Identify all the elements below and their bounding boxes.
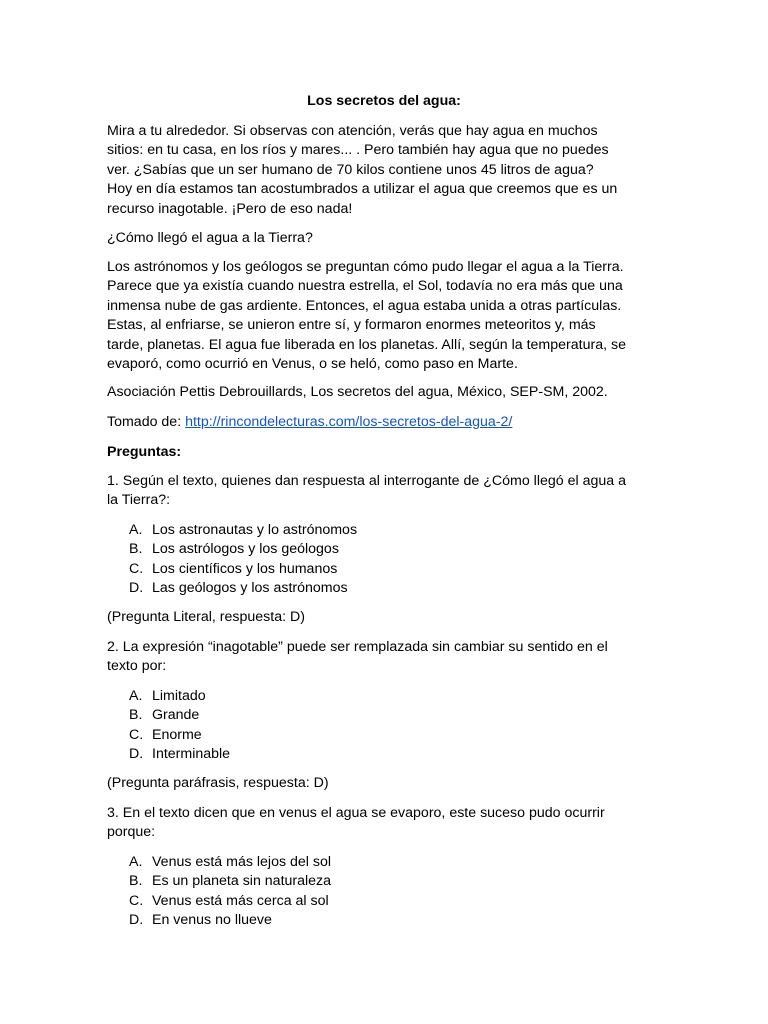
source-citation: Asociación Pettis Debrouillards, Los secretos del agua, México, SEP-SM, 2002. — [107, 384, 608, 400]
option-letter: D. — [129, 580, 144, 597]
text-line: Mira a tu alrededor. Si observas con atención, verás que hay agua en muchos — [107, 123, 598, 139]
origin-question: ¿Cómo llegó el agua a la Tierra? — [107, 230, 313, 246]
option-c — [107, 560, 667, 579]
option-letter: C. — [129, 560, 144, 577]
text-line: sitios: en tu casa, en los ríos y mares... . Pero también hay agua que no puedes — [107, 142, 609, 159]
option-text: Los astronautas y lo astrónomos — [152, 522, 358, 538]
taken-from-label: Tomado de: — [107, 414, 186, 430]
option-letter: B. — [129, 707, 143, 724]
text-line: ver. ¿Sabías que un ser humano de 70 kilos contiene unos 45 litros de agua? — [107, 161, 594, 178]
questions-heading: Preguntas: — [107, 444, 182, 460]
taken-from-line — [107, 413, 667, 432]
source-link[interactable]: http://rincondelecturas.com/los-secretos-del-agua-2/ — [185, 414, 513, 430]
option-letter: A. — [129, 854, 143, 870]
option-letter: B. — [129, 873, 143, 890]
text-line: inmensa nube de gas ardiente. Entonces, el agua estaba unida a otras partículas. — [107, 297, 622, 314]
text-line: recurso inagotable. ¡Pero de eso nada! — [107, 200, 353, 217]
option-text: Los astrólogos y los geólogos — [152, 541, 339, 558]
option-c — [107, 726, 667, 745]
question-text-line: porque: — [107, 824, 156, 841]
option-b — [107, 706, 667, 725]
text-line: evaporó, como ocurrió en Venus, o se heló, como paso en Marte. — [107, 356, 518, 373]
question-1 — [107, 472, 667, 511]
option-d — [107, 745, 667, 764]
option-c — [107, 892, 667, 911]
option-text: Limitado — [152, 688, 206, 704]
question-1-answer: (Pregunta Literal, respuesta: D) — [107, 609, 305, 625]
option-text: Grande — [152, 707, 200, 724]
option-text: En venus no llueve — [152, 912, 272, 929]
option-a — [107, 521, 667, 540]
text-line: Estas, al enfriarse, se unieron entre sí, y formaron enormes meteoritos y, más — [107, 317, 596, 334]
explanation-paragraph — [107, 258, 667, 374]
question-2 — [107, 638, 667, 677]
option-letter: C. — [129, 892, 144, 909]
text-line: Los astrónomos y los geólogos se preguntan cómo pudo llegar el agua a la Tierra. — [107, 259, 624, 275]
text-line: Parece que ya existía cuando nuestra estrella, el Sol, todavía no era más que una — [107, 278, 623, 295]
question-3 — [107, 804, 667, 843]
option-letter: B. — [129, 541, 143, 558]
option-letter: D. — [129, 746, 144, 763]
option-text: Es un planeta sin naturaleza — [152, 873, 332, 890]
option-letter: A. — [129, 522, 143, 538]
option-b — [107, 540, 667, 559]
option-text: Enorme — [152, 726, 202, 743]
document-title: Los secretos del agua: — [307, 93, 461, 109]
question-text-line: la Tierra?: — [107, 492, 171, 509]
question-3-options — [107, 853, 667, 931]
question-text-line: 1. Según el texto, quienes dan respuesta al interrogante de ¿Cómo llegó el agua a — [107, 473, 626, 489]
question-text-line: 2. La expresión “inagotable” puede ser remplazada sin cambiar su sentido en el — [107, 639, 608, 655]
option-a — [107, 687, 667, 706]
option-text: Las geólogos y los astrónomos — [152, 580, 348, 597]
question-2-answer: (Pregunta paráfrasis, respuesta: D) — [107, 775, 329, 791]
option-text: Los científicos y los humanos — [152, 560, 338, 577]
option-text: Venus está más cerca al sol — [152, 892, 329, 909]
option-letter: A. — [129, 688, 143, 704]
option-a — [107, 853, 667, 872]
option-d — [107, 911, 667, 930]
option-letter: D. — [129, 912, 144, 929]
option-b — [107, 872, 667, 891]
intro-paragraph — [107, 122, 667, 219]
question-1-options — [107, 521, 667, 599]
option-letter: C. — [129, 726, 144, 743]
text-line: Hoy en día estamos tan acostumbrados a utilizar el agua que creemos que es un — [107, 181, 618, 198]
question-text-line: 3. En el texto dicen que en venus el agua se evaporo, este suceso pudo ocurrir — [107, 805, 605, 821]
question-text-line: texto por: — [107, 658, 167, 675]
option-text: Interminable — [152, 746, 231, 763]
question-2-options — [107, 687, 667, 765]
text-line: tarde, planetas. El agua fue liberada en los planetas. Allí, según la temperatura, se — [107, 336, 626, 353]
option-text: Venus está más lejos del sol — [152, 854, 332, 870]
option-d — [107, 579, 667, 598]
